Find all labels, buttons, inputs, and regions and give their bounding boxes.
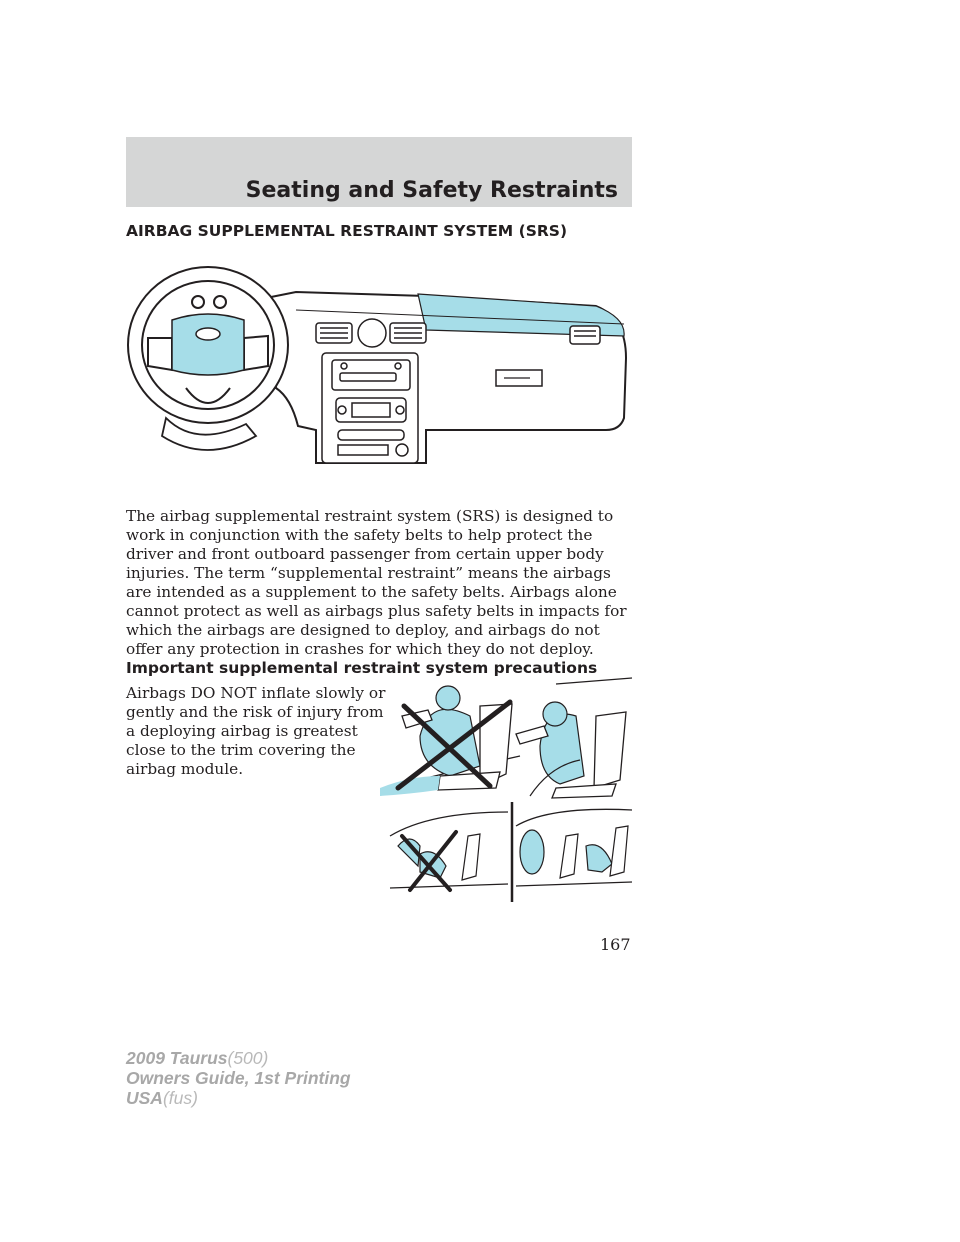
occupant-position-illustration — [380, 676, 636, 902]
driver-too-close-panel — [380, 686, 520, 796]
intro-paragraph: The airbag supplemental restraint system (SRS) is designed to work in conjunction with the safety belts to help protect the driver and front outboard passenger from certain upper body injuries. The term “supplemental restraint” means the airbags are intended as a supplement to the safety belts. Airbags alone cannot protect as well as airbags plus safety belts in impacts for which the airbags are designed to deploy, and airbags do not offer any protection in crashes for which they do not deploy. — [126, 507, 627, 658]
page-number: 167 — [600, 935, 631, 954]
document-footer — [126, 1048, 351, 1108]
footer-model: 2009 Taurus — [126, 1048, 228, 1068]
footer-market: USA — [126, 1088, 163, 1108]
section-heading: AIRBAG SUPPLEMENTAL RESTRAINT SYSTEM (SRS) — [126, 222, 568, 240]
driver-airbag — [172, 314, 244, 375]
footer-guide: Owners Guide, 1st Printing — [126, 1068, 351, 1088]
footer-model-code: (500) — [227, 1048, 269, 1068]
precautions-heading: Important supplemental restraint system precautions — [126, 659, 598, 677]
precautions-paragraph: Airbags DO NOT inflate slowly or gently and the risk of injury from a deploying airbag is greatest close to the trim covering the airbag module. — [126, 684, 386, 778]
child-seat-rear-panel — [516, 809, 632, 886]
footer-market-code: (fus) — [162, 1088, 198, 1108]
chapter-title: Seating and Safety Restraints — [245, 178, 618, 203]
center-stack — [322, 353, 418, 463]
driver-proper-position-panel — [516, 678, 632, 798]
section-header-band — [126, 137, 632, 207]
dashboard-airbag-illustration — [126, 258, 634, 503]
child-seat-front-panel — [390, 812, 508, 890]
